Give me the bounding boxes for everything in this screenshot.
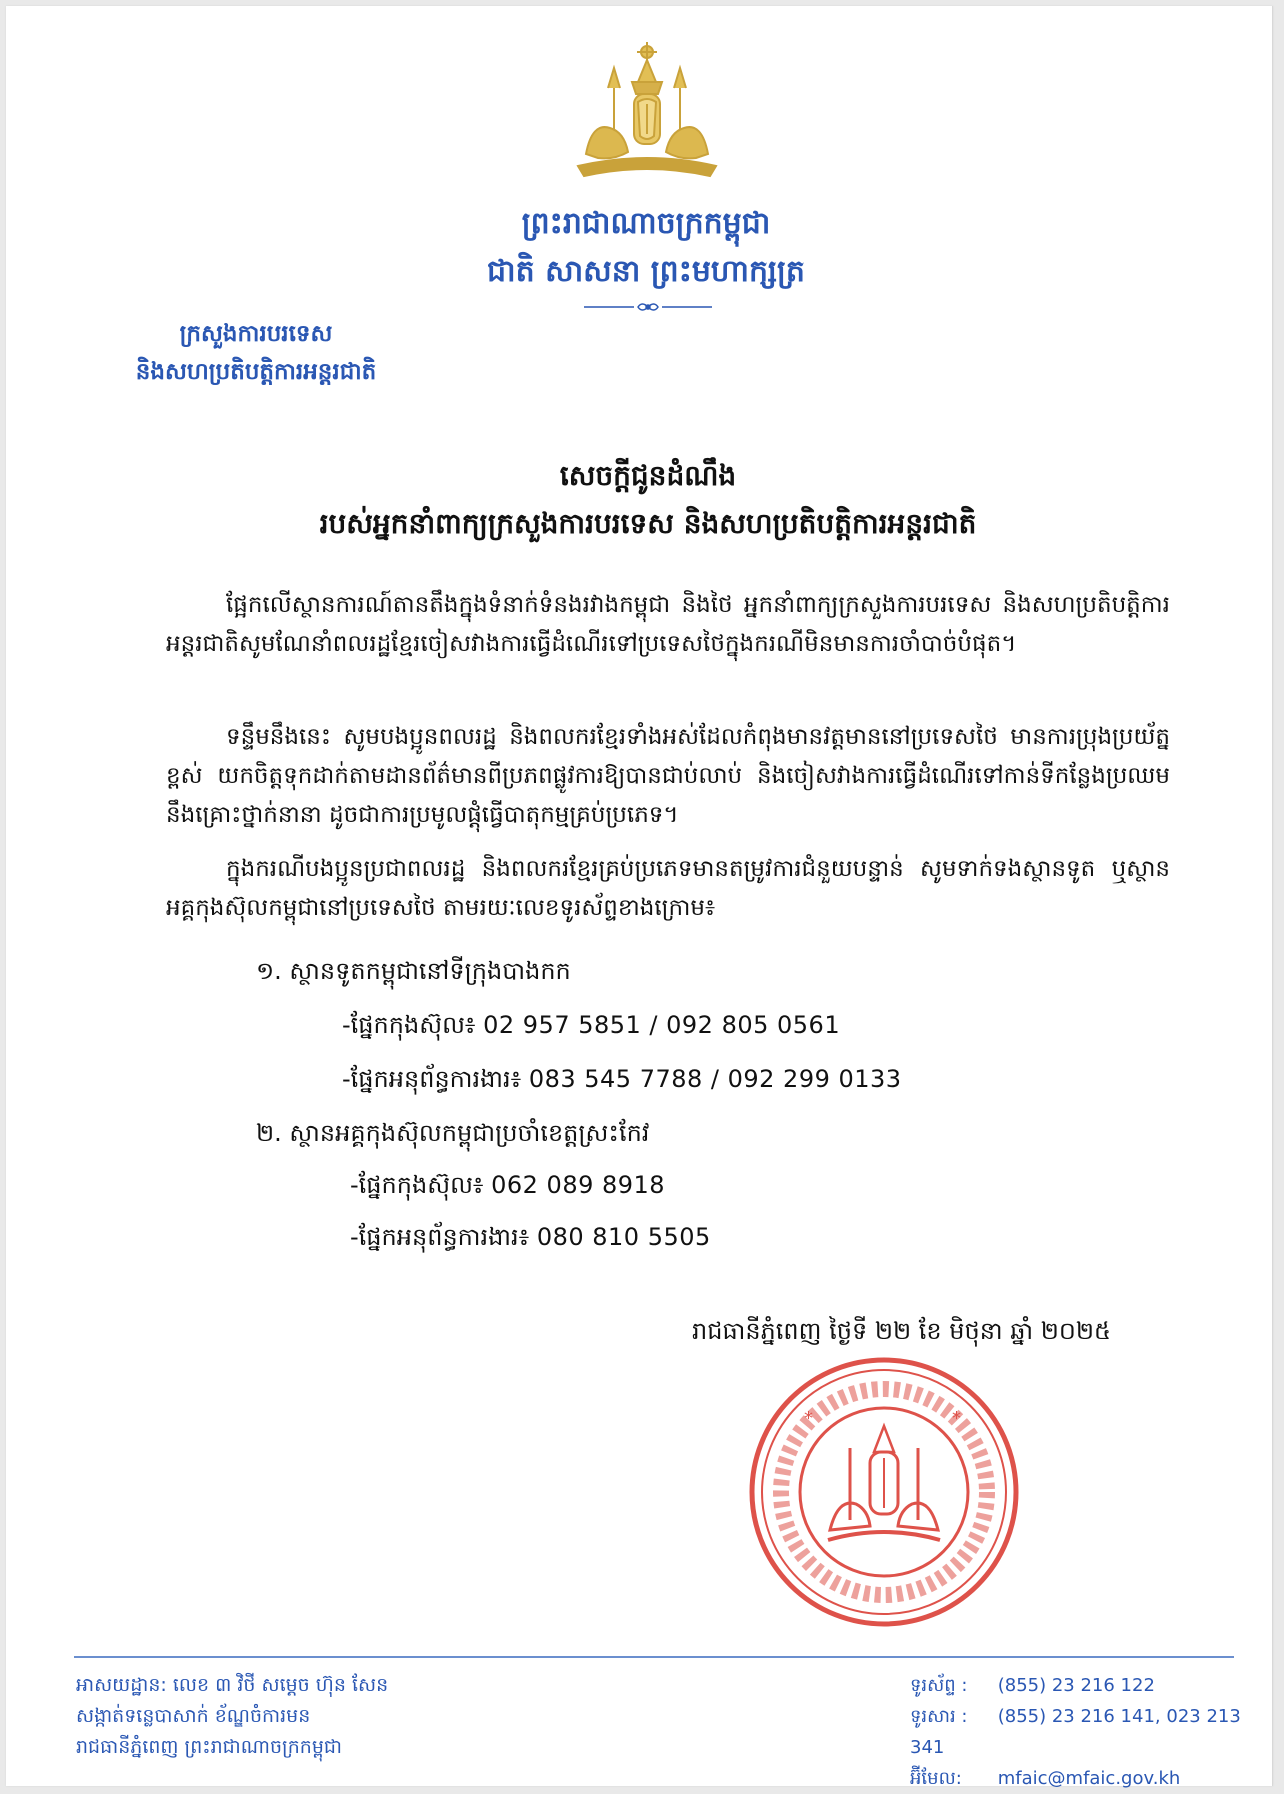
body-paragraph-1: ផ្អែកលើស្ថានការណ៍តានតឹងក្នុងទំនាក់ទំនងរវាងកម្ពុជា និងថៃ អ្នកនាំពាក្យក្រសួងការបរទេស និងសហប្រតិបត្តិការអន្តរជាតិសូមណែនាំពលរដ្ឋខ្មែរចៀសវាងការធ្វើដំណើរទៅប្រទេសថៃក្នុងករណីមិនមានការចាំបាច់បំផុត។ [166,592,1170,657]
email-label: អ៊ីមែល: [910,1768,962,1789]
contact-label: -ផ្នែកអនុព័ន្ធការងារ៖ [342,1065,522,1093]
footer-fax [910,1701,1272,1763]
footer-address [76,1670,388,1763]
national-motto: ជាតិ សាសនា ព្រះមហាក្សត្រ [487,254,805,289]
footer-email [910,1763,1272,1794]
document-page [6,6,1273,1789]
email-value[interactable]: mfaic@mfaic.gov.kh [997,1768,1181,1789]
footer-contacts [910,1670,1272,1794]
phone-number: 062 089 8918 [491,1171,666,1199]
footer-divider [74,1656,1234,1658]
ministry-name-line1: ក្រសួងការបរទេស [179,321,333,347]
contact-label: -ផ្នែកកុងស៊ុល៖ [350,1171,484,1199]
document-subtitle: របស់អ្នកនាំពាក្យក្រសួងការបរទេស និងសហប្រតិបត្តិការអន្តរជាតិ [319,507,977,540]
ministry-name-line2: និងសហប្រតិបត្តិការអន្តរជាតិ [135,359,377,385]
phone-label: ទូរស័ព្ទ : [910,1675,968,1696]
body-paragraph-3: ក្នុងករណីបងប្អូនប្រជាពលរដ្ឋ និងពលករខ្មែរគ្រប់ប្រភេទមានតម្រូវការជំនួយបន្ទាន់ សូមទាក់ទងស្ថានទូត ឬស្ថានអគ្គកុងស៊ុលកម្ពុជានៅប្រទេសថៃ តាមរយៈលេខទូរស័ព្ទខាងក្រោម៖ [166,856,1170,921]
svg-text:*: * [804,1408,813,1429]
address-line-3: រាជធានីភ្នំពេញ ព្រះរាជាណាចក្រកម្ពុជា [76,1736,342,1758]
address-line-2: សង្កាត់ទន្លេបាសាក់ ខ័ណ្ឌចំការមន [76,1705,311,1727]
document-title: សេចក្តីជូនដំណឹង [559,459,737,492]
ministry-seal-icon [746,1354,1022,1630]
royal-arms-emblem-icon [568,42,726,182]
contact-embassy-labor-line [342,1064,902,1099]
fax-value: (855) 23 216 141, 023 213 341 [910,1706,1241,1758]
contact-embassy-consular-line [342,1010,840,1045]
address-line-1: អាសយដ្ឋាន: លេខ ៣ វិថី សម្តេច ហ៊ុន សែន [76,1674,389,1696]
contact-consulate-heading: ២. ស្ថានអគ្គកុងស៊ុលកម្ពុជាប្រចាំខេត្តស្រះកែវ [256,1119,650,1147]
svg-text:*: * [952,1408,961,1429]
contact-consulate-consular-line [350,1170,665,1205]
contact-label: -ផ្នែកកុងស៊ុល៖ [342,1011,476,1039]
contact-embassy-heading: ១. ស្ថានទូតកម្ពុជានៅទីក្រុងបាងកក [256,957,571,985]
ornament-divider-icon [584,300,712,314]
phone-value: (855) 23 216 122 [997,1675,1155,1696]
fax-label: ទូរសារ : [910,1706,968,1727]
document-date: រាជធានីភ្នំពេញ ថ្ងៃទី ២២ ខែ មិថុនា ឆ្នាំ ២០២៥ [692,1317,1112,1345]
phone-number: 083 545 7788 / 092 299 0133 [528,1065,902,1093]
footer-phone [910,1670,1272,1701]
phone-number: 02 957 5851 / 092 805 0561 [483,1011,841,1039]
contact-consulate-labor-line [350,1222,711,1257]
kingdom-title: ព្រះរាជាណាចក្រកម្ពុជា [521,206,771,241]
contact-label: -ផ្នែកអនុព័ន្ធការងារ៖ [350,1223,530,1251]
body-paragraph-2: ទន្ទឹមនឹងនេះ សូមបងប្អូនពលរដ្ឋ និងពលករខ្មែរទាំងអស់ដែលកំពុងមានវត្តមាននៅប្រទេសថៃ មានការប្រុងប្រយ័ត្នខ្ពស់ យកចិត្តទុកដាក់តាមដានព័ត៌មានពីប្រភពផ្លូវការឱ្យបានជាប់លាប់ និងចៀសវាងការធ្វើដំណើរទៅកាន់ទីកន្លែងប្រឈមនឹងគ្រោះថ្នាក់នានា ដូចជាការប្រមូលផ្តុំធ្វើបាតុកម្មគ្រប់ប្រភេទ។ [166,724,1170,828]
phone-number: 080 810 5505 [536,1223,711,1251]
